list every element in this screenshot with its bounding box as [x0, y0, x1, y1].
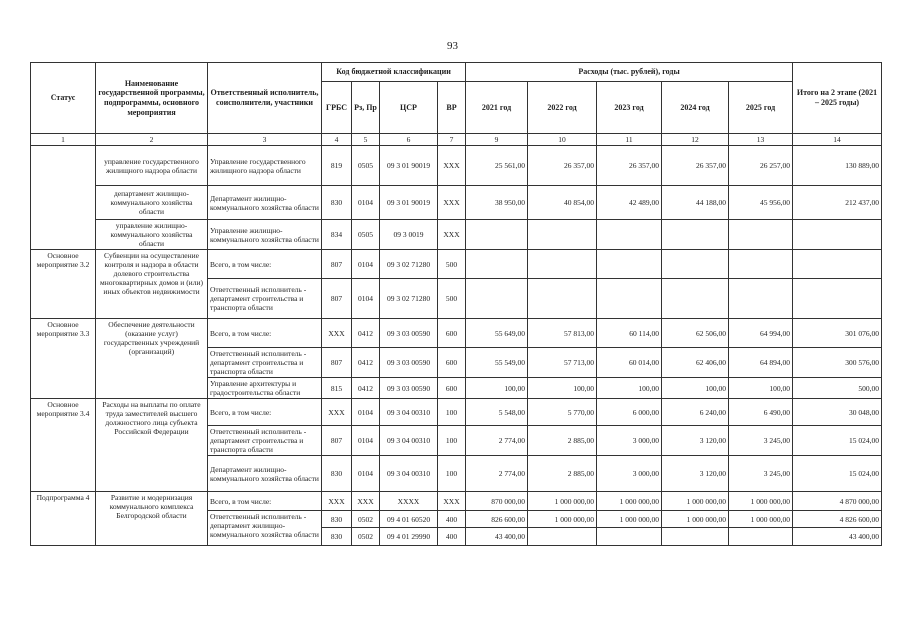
total-cell: 130 889,00	[793, 146, 882, 186]
total-cell: 15 024,00	[793, 426, 882, 456]
col-index: 4	[322, 134, 352, 146]
y2021-cell: 38 950,00	[466, 186, 528, 220]
total-cell: 4 826 600,00	[793, 511, 882, 528]
y2023-cell: 3 000,00	[597, 456, 662, 492]
total-cell: 212 437,00	[793, 186, 882, 220]
grbs-cell: XXX	[322, 399, 352, 426]
csr-cell: 09 3 04 00310	[380, 456, 438, 492]
vr-cell: 500	[438, 250, 466, 279]
y2023-cell	[597, 250, 662, 279]
y2021-cell: 55 649,00	[466, 319, 528, 348]
y2021-cell	[466, 250, 528, 279]
status-cell: Основное мероприятие 3.4	[31, 399, 96, 492]
y2025-cell: 64 994,00	[729, 319, 793, 348]
table-row	[31, 146, 882, 186]
y2024-cell	[662, 250, 729, 279]
y2021-cell: 43 400,00	[466, 528, 528, 546]
program-name-cell: департамент жилищно-коммунального хозяйства области	[96, 186, 208, 220]
col-index: 6	[380, 134, 438, 146]
total-cell	[793, 250, 882, 279]
responsible-cell: Ответственный исполнитель - департамент жилищно-коммунального хозяйства области	[208, 511, 322, 546]
col-index: 1	[31, 134, 96, 146]
y2021-cell: 55 549,00	[466, 348, 528, 378]
vr-cell: 400	[438, 511, 466, 528]
rzpr-cell: 0412	[352, 378, 380, 399]
total-cell: 30 048,00	[793, 399, 882, 426]
grbs-cell: 830	[322, 186, 352, 220]
y2025-cell: 3 245,00	[729, 456, 793, 492]
vr-cell: 600	[438, 319, 466, 348]
y2022-cell	[528, 279, 597, 319]
budget-table	[30, 62, 882, 546]
y2021-cell: 25 561,00	[466, 146, 528, 186]
status-cell: Подпрограмма 4	[31, 492, 96, 546]
y2024-cell: 1 000 000,00	[662, 511, 729, 528]
y2022-cell: 100,00	[528, 378, 597, 399]
grbs-cell: 807	[322, 279, 352, 319]
y2021-cell: 826 600,00	[466, 511, 528, 528]
y2025-cell: 100,00	[729, 378, 793, 399]
y2024-cell: 3 120,00	[662, 426, 729, 456]
y2021-cell: 2 774,00	[466, 426, 528, 456]
page-number: 93	[447, 40, 458, 52]
rzpr-cell: 0412	[352, 319, 380, 348]
grbs-cell: 830	[322, 528, 352, 546]
grbs-cell: 830	[322, 456, 352, 492]
header-csr: ЦСР	[380, 82, 438, 134]
csr-cell: 09 3 03 00590	[380, 378, 438, 399]
rzpr-cell: 0502	[352, 511, 380, 528]
y2025-cell	[729, 279, 793, 319]
y2022-cell: 57 713,00	[528, 348, 597, 378]
col-index: 9	[466, 134, 528, 146]
y2023-cell: 42 489,00	[597, 186, 662, 220]
csr-cell: 09 3 01 90019	[380, 186, 438, 220]
header-2021: 2021 год	[466, 82, 528, 134]
y2023-cell: 1 000 000,00	[597, 511, 662, 528]
vr-cell: 100	[438, 456, 466, 492]
vr-cell: 400	[438, 528, 466, 546]
vr-cell: 500	[438, 279, 466, 319]
responsible-cell: Управление архитектуры и градостроительства области	[208, 378, 322, 399]
rzpr-cell: 0104	[352, 250, 380, 279]
rzpr-cell: 0505	[352, 220, 380, 250]
col-index: 14	[793, 134, 882, 146]
grbs-cell: 807	[322, 426, 352, 456]
csr-cell: 09 3 03 00590	[380, 348, 438, 378]
y2022-cell	[528, 528, 597, 546]
y2023-cell: 6 000,00	[597, 399, 662, 426]
col-index: 2	[96, 134, 208, 146]
total-cell	[793, 220, 882, 250]
y2023-cell	[597, 279, 662, 319]
grbs-cell: 807	[322, 348, 352, 378]
header-rzpr: Рз, Пр	[352, 82, 380, 134]
table-row	[31, 250, 882, 279]
y2022-cell	[528, 220, 597, 250]
col-index: 12	[662, 134, 729, 146]
y2024-cell	[662, 528, 729, 546]
y2021-cell: 100,00	[466, 378, 528, 399]
y2024-cell: 62 406,00	[662, 348, 729, 378]
total-cell: 301 076,00	[793, 319, 882, 348]
grbs-cell: XXX	[322, 319, 352, 348]
vr-cell: XXX	[438, 492, 466, 511]
responsible-cell: Департамент жилищно-коммунального хозяйства области	[208, 456, 322, 492]
y2023-cell	[597, 528, 662, 546]
col-index: 10	[528, 134, 597, 146]
y2023-cell: 100,00	[597, 378, 662, 399]
y2022-cell: 2 885,00	[528, 426, 597, 456]
col-index: 3	[208, 134, 322, 146]
y2023-cell: 60 114,00	[597, 319, 662, 348]
csr-cell: 09 3 0019	[380, 220, 438, 250]
y2024-cell: 26 357,00	[662, 146, 729, 186]
csr-cell: 09 3 03 00590	[380, 319, 438, 348]
y2021-cell	[466, 279, 528, 319]
y2021-cell: 870 000,00	[466, 492, 528, 511]
header-2023: 2023 год	[597, 82, 662, 134]
grbs-cell: 807	[322, 250, 352, 279]
responsible-cell: Ответственный исполнитель - департамент строительства и транспорта области	[208, 348, 322, 378]
responsible-cell: Ответственный исполнитель - департамент строительства и транспорта области	[208, 279, 322, 319]
y2024-cell: 44 188,00	[662, 186, 729, 220]
y2021-cell: 2 774,00	[466, 456, 528, 492]
grbs-cell: 815	[322, 378, 352, 399]
rzpr-cell: XXX	[352, 492, 380, 511]
total-cell: 300 576,00	[793, 348, 882, 378]
header-total: Итого на 2 этапе (2021 – 2025 годы)	[793, 63, 882, 134]
y2024-cell: 62 506,00	[662, 319, 729, 348]
responsible-cell: Всего, в том числе:	[208, 492, 322, 511]
rzpr-cell: 0412	[352, 348, 380, 378]
y2022-cell: 26 357,00	[528, 146, 597, 186]
y2022-cell: 40 854,00	[528, 186, 597, 220]
y2024-cell: 1 000 000,00	[662, 492, 729, 511]
y2022-cell: 1 000 000,00	[528, 492, 597, 511]
csr-cell: XXXX	[380, 492, 438, 511]
responsible-cell: Ответственный исполнитель - департамент строительства и транспорта области	[208, 426, 322, 456]
program-name-cell: управление государственного жилищного надзора области	[96, 146, 208, 186]
y2025-cell	[729, 220, 793, 250]
rzpr-cell: 0104	[352, 279, 380, 319]
header-2022: 2022 год	[528, 82, 597, 134]
y2025-cell: 1 000 000,00	[729, 511, 793, 528]
y2023-cell: 3 000,00	[597, 426, 662, 456]
y2025-cell: 6 490,00	[729, 399, 793, 426]
y2022-cell: 57 813,00	[528, 319, 597, 348]
y2022-cell: 2 885,00	[528, 456, 597, 492]
table-row	[31, 399, 882, 426]
responsible-cell: Департамент жилищно-коммунального хозяйства области	[208, 186, 322, 220]
responsible-cell: Всего, в том числе:	[208, 319, 322, 348]
table-row	[31, 220, 882, 250]
y2025-cell: 64 894,00	[729, 348, 793, 378]
header-status: Статус	[31, 63, 96, 134]
program-name-cell: Обеспечение деятельности (оказание услуг) государственных учреждений (организаций)	[96, 319, 208, 399]
y2025-cell: 26 257,00	[729, 146, 793, 186]
status-cell: Основное мероприятие 3.3	[31, 319, 96, 399]
y2025-cell: 1 000 000,00	[729, 492, 793, 511]
header-vr: ВР	[438, 82, 466, 134]
responsible-cell: Управление государственного жилищного надзора области	[208, 146, 322, 186]
csr-cell: 09 4 01 60520	[380, 511, 438, 528]
rzpr-cell: 0104	[352, 399, 380, 426]
total-cell	[793, 279, 882, 319]
col-index: 7	[438, 134, 466, 146]
total-cell: 4 870 000,00	[793, 492, 882, 511]
rzpr-cell: 0502	[352, 528, 380, 546]
y2023-cell: 26 357,00	[597, 146, 662, 186]
header-budget-code: Код бюджетной классификации	[322, 63, 466, 82]
csr-cell: 09 3 01 90019	[380, 146, 438, 186]
col-index: 13	[729, 134, 793, 146]
grbs-cell: 830	[322, 511, 352, 528]
y2022-cell	[528, 250, 597, 279]
csr-cell: 09 3 02 71280	[380, 250, 438, 279]
y2024-cell: 3 120,00	[662, 456, 729, 492]
vr-cell: 100	[438, 426, 466, 456]
status-cell	[31, 146, 96, 250]
vr-cell: 100	[438, 399, 466, 426]
header-2025: 2025 год	[729, 82, 793, 134]
csr-cell: 09 4 01 29990	[380, 528, 438, 546]
y2021-cell	[466, 220, 528, 250]
y2024-cell: 100,00	[662, 378, 729, 399]
program-name-cell: управление жилищно-коммунального хозяйства области	[96, 220, 208, 250]
header-responsible: Ответственный исполнитель, соисполнители, участники	[208, 63, 322, 134]
responsible-cell: Управление жилищно-коммунального хозяйства области	[208, 220, 322, 250]
vr-cell: 600	[438, 348, 466, 378]
header-2024: 2024 год	[662, 82, 729, 134]
total-cell: 43 400,00	[793, 528, 882, 546]
rzpr-cell: 0104	[352, 456, 380, 492]
vr-cell: XXX	[438, 220, 466, 250]
y2024-cell: 6 240,00	[662, 399, 729, 426]
table-row	[31, 492, 882, 511]
program-name-cell: Развитие и модернизация коммунального комплекса Белгородской области	[96, 492, 208, 546]
col-index: 11	[597, 134, 662, 146]
y2025-cell: 45 956,00	[729, 186, 793, 220]
y2022-cell: 1 000 000,00	[528, 511, 597, 528]
csr-cell: 09 3 04 00310	[380, 399, 438, 426]
total-cell: 15 024,00	[793, 456, 882, 492]
col-index: 5	[352, 134, 380, 146]
header-program-name: Наименование государственной программы, подпрограммы, основного мероприятия	[96, 63, 208, 134]
grbs-cell: 834	[322, 220, 352, 250]
header-grbs: ГРБС	[322, 82, 352, 134]
header-row-1	[31, 63, 882, 82]
y2025-cell	[729, 528, 793, 546]
csr-cell: 09 3 04 00310	[380, 426, 438, 456]
table-row	[31, 319, 882, 348]
rzpr-cell: 0505	[352, 146, 380, 186]
status-cell: Основное мероприятие 3.2	[31, 250, 96, 319]
y2023-cell: 1 000 000,00	[597, 492, 662, 511]
y2024-cell	[662, 279, 729, 319]
y2022-cell: 5 770,00	[528, 399, 597, 426]
header-expenses: Расходы (тыс. рублей), годы	[466, 63, 793, 82]
y2025-cell	[729, 250, 793, 279]
grbs-cell: 819	[322, 146, 352, 186]
y2024-cell	[662, 220, 729, 250]
rzpr-cell: 0104	[352, 186, 380, 220]
program-name-cell: Расходы на выплаты по оплате труда заместителей высшего должностного лица субъекта Российской Федерации	[96, 399, 208, 492]
y2025-cell: 3 245,00	[729, 426, 793, 456]
program-name-cell: Субвенции на осуществление контроля и надзора в области долевого строительства многоквартирных домов и (или) иных объектов недвижимости	[96, 250, 208, 319]
table-row	[31, 186, 882, 220]
vr-cell: 600	[438, 378, 466, 399]
responsible-cell: Всего, в том числе:	[208, 399, 322, 426]
rzpr-cell: 0104	[352, 426, 380, 456]
y2023-cell	[597, 220, 662, 250]
responsible-cell: Всего, в том числе:	[208, 250, 322, 279]
total-cell: 500,00	[793, 378, 882, 399]
grbs-cell: XXX	[322, 492, 352, 511]
y2021-cell: 5 548,00	[466, 399, 528, 426]
vr-cell: XXX	[438, 186, 466, 220]
column-index-row	[31, 134, 882, 146]
vr-cell: XXX	[438, 146, 466, 186]
csr-cell: 09 3 02 71280	[380, 279, 438, 319]
y2023-cell: 60 014,00	[597, 348, 662, 378]
